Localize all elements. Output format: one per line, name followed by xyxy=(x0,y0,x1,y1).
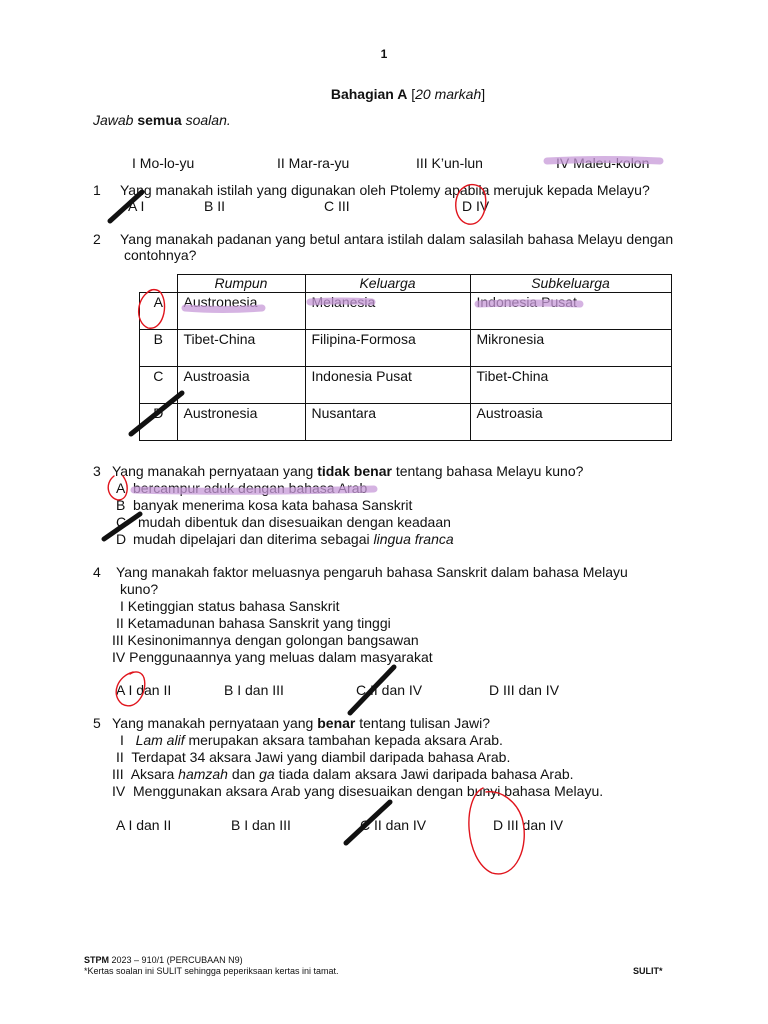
q2-cell: Austronesia xyxy=(177,404,305,441)
instruction-part1: Jawab xyxy=(93,112,134,128)
q3-option-b-text: banyak menerima kosa kata bahasa Sanskrit xyxy=(133,497,413,513)
q4-option-d: D III dan IV xyxy=(489,682,560,698)
q5-statement-2-num: II xyxy=(116,749,124,765)
q5-option-b: B I dan III xyxy=(231,817,291,833)
q2-cell: Mikronesia xyxy=(470,330,671,367)
q5-statement-1 xyxy=(120,732,503,749)
q5-statement-2 xyxy=(116,749,510,766)
q5-statement-4 xyxy=(112,783,603,800)
section-bracket-open: [ xyxy=(411,86,416,102)
preamble-item-2: II Mar-ra-yu xyxy=(277,155,350,171)
section-title xyxy=(0,86,768,103)
q2-cell: Indonesia Pusat xyxy=(305,367,470,404)
q2-header-rumpun: Rumpun xyxy=(177,275,305,293)
q5-statement-1-italic: Lam alif xyxy=(135,732,185,748)
q5-option-a: A I dan II xyxy=(116,817,172,833)
q3-option-d-italic: lingua franca xyxy=(373,531,454,547)
q1-option-d: D IV xyxy=(462,198,490,214)
q4-statement-4: IV Penggunaannya yang meluas dalam masyarakat xyxy=(112,649,433,665)
q3-option-a-text: bercampur aduk dengan bahasa Arab xyxy=(133,480,368,496)
preamble-item-4: IV Maleu-kolon xyxy=(556,155,650,171)
instruction-part2: soalan. xyxy=(185,112,231,128)
q1-number: 1 xyxy=(93,182,101,198)
q3-text xyxy=(112,463,583,480)
q2-header-keluarga: Keluarga xyxy=(305,275,470,293)
q5-text-bold: benar xyxy=(317,715,356,731)
q2-row-letter: D xyxy=(140,404,178,441)
q2-row-letter: A xyxy=(140,293,178,330)
q5-statement-3-text-c: tiada dalam aksara Jawi daripada bahasa Arab. xyxy=(278,766,574,782)
q5-option-d: D III dan IV xyxy=(493,817,564,833)
footer-code-bold: STPM xyxy=(84,955,110,965)
preamble-item-1: I Mo-lo-yu xyxy=(132,155,195,171)
q2-header-subkeluarga: Subkeluarga xyxy=(470,275,671,293)
instruction-bold: semua xyxy=(137,112,182,128)
q5-text xyxy=(112,715,490,732)
q2-cell: Tibet-China xyxy=(470,367,671,404)
table-row xyxy=(140,293,672,330)
q2-number: 2 xyxy=(93,231,101,247)
q5-statement-3 xyxy=(112,766,574,783)
q5-statement-1-text: merupakan aksara tambahan kepada aksara Arab. xyxy=(188,732,503,748)
q1-option-a: A I xyxy=(128,198,145,214)
table-row xyxy=(140,404,672,441)
q4-statement-3: III Kesinonimannya dengan golongan bangsawan xyxy=(112,632,419,648)
q2-cell: Austronesia xyxy=(177,293,305,330)
q4-statement-2: II Ketamadunan bahasa Sanskrit yang tinggi xyxy=(116,615,391,631)
q3-option-d-plain: mudah dipelajari dan diterima sebagai xyxy=(133,531,370,547)
q3-option-c-text: mudah dibentuk dan disesuaikan dengan keadaan xyxy=(138,514,451,530)
q1-option-c: C III xyxy=(324,198,350,214)
page-number: 1 xyxy=(380,47,388,61)
q5-statement-3-num: III xyxy=(112,766,124,782)
q3-option-d-letter: D xyxy=(116,531,127,547)
q4-text-line2: kuno? xyxy=(120,581,159,597)
q5-option-c: C II dan IV xyxy=(360,817,427,833)
footer-note: *Kertas soalan ini SULIT sehingga peperiksaan kertas ini tamat. xyxy=(84,966,339,976)
q3-option-c-letter: C xyxy=(116,514,127,530)
q5-text-before: Yang manakah pernyataan yang xyxy=(112,715,314,731)
q5-text-after: tentang tulisan Jawi? xyxy=(359,715,491,731)
q5-statement-3-italic-a: hamzah xyxy=(178,766,228,782)
q2-cell: Nusantara xyxy=(305,404,470,441)
q5-statement-4-num: IV xyxy=(112,783,126,799)
q4-option-a: A I dan II xyxy=(116,682,172,698)
q3-text-after: tentang bahasa Melayu kuno? xyxy=(395,463,584,479)
q2-cell: Austroasia xyxy=(470,404,671,441)
table-row xyxy=(140,367,672,404)
q5-statement-3-italic-b: ga xyxy=(259,766,275,782)
q3-text-bold: tidak benar xyxy=(317,463,392,479)
q3-option-d-text xyxy=(133,531,454,548)
footer-code-rest: 2023 – 910/1 (PERCUBAAN N9) xyxy=(111,955,243,965)
q5-statement-4-text: Menggunakan aksara Arab yang disesuaikan dengan bunyi bahasa Melayu. xyxy=(133,783,604,799)
instruction xyxy=(93,112,231,129)
q5-statement-1-num: I xyxy=(120,732,124,748)
q2-table xyxy=(139,274,672,441)
q4-statement-1: I Ketinggian status bahasa Sanskrit xyxy=(120,598,340,614)
q2-text-line1: Yang manakah padanan yang betul antara istilah dalam salasilah bahasa Melayu dengan xyxy=(120,231,674,247)
q4-text-line1: Yang manakah faktor meluasnya pengaruh bahasa Sanskrit dalam bahasa Melayu xyxy=(116,564,628,580)
q4-number: 4 xyxy=(93,564,101,580)
q2-table-corner xyxy=(140,275,178,293)
q3-option-b-letter: B xyxy=(116,497,126,513)
q2-cell: Melanesia xyxy=(305,293,470,330)
q5-statement-2-text: Terdapat 34 aksara Jawi yang diambil daripada bahasa Arab. xyxy=(131,749,511,765)
section-marks: 20 markah xyxy=(415,86,482,102)
q2-row-letter: C xyxy=(140,367,178,404)
q1-text: Yang manakah istilah yang digunakan oleh Ptolemy apabila merujuk kepada Melayu? xyxy=(120,182,650,198)
table-row xyxy=(140,330,672,367)
section-bracket-close: ] xyxy=(481,86,486,102)
q2-text-line2: contohnya? xyxy=(124,247,197,263)
q4-option-c: C II dan IV xyxy=(356,682,423,698)
footer-sulit: SULIT* xyxy=(633,966,663,976)
footer-code xyxy=(84,955,243,966)
q3-number: 3 xyxy=(93,463,101,479)
q1-option-b: B II xyxy=(204,198,226,214)
preamble-item-3: III K’un-lun xyxy=(416,155,483,171)
q2-cell: Austroasia xyxy=(177,367,305,404)
q2-cell: Tibet-China xyxy=(177,330,305,367)
q2-row-letter: B xyxy=(140,330,178,367)
q5-statement-3-text-a: Aksara xyxy=(130,766,175,782)
section-name: Bahagian A xyxy=(330,86,408,102)
q2-cell: Filipina-Formosa xyxy=(305,330,470,367)
q2-table-header xyxy=(140,275,672,293)
q2-cell: Indonesia Pusat xyxy=(470,293,671,330)
q4-option-b: B I dan III xyxy=(224,682,284,698)
q3-option-a-letter: A xyxy=(116,480,126,496)
q5-number: 5 xyxy=(93,715,101,731)
q3-text-before: Yang manakah pernyataan yang xyxy=(112,463,314,479)
q5-statement-3-text-b: dan xyxy=(231,766,256,782)
